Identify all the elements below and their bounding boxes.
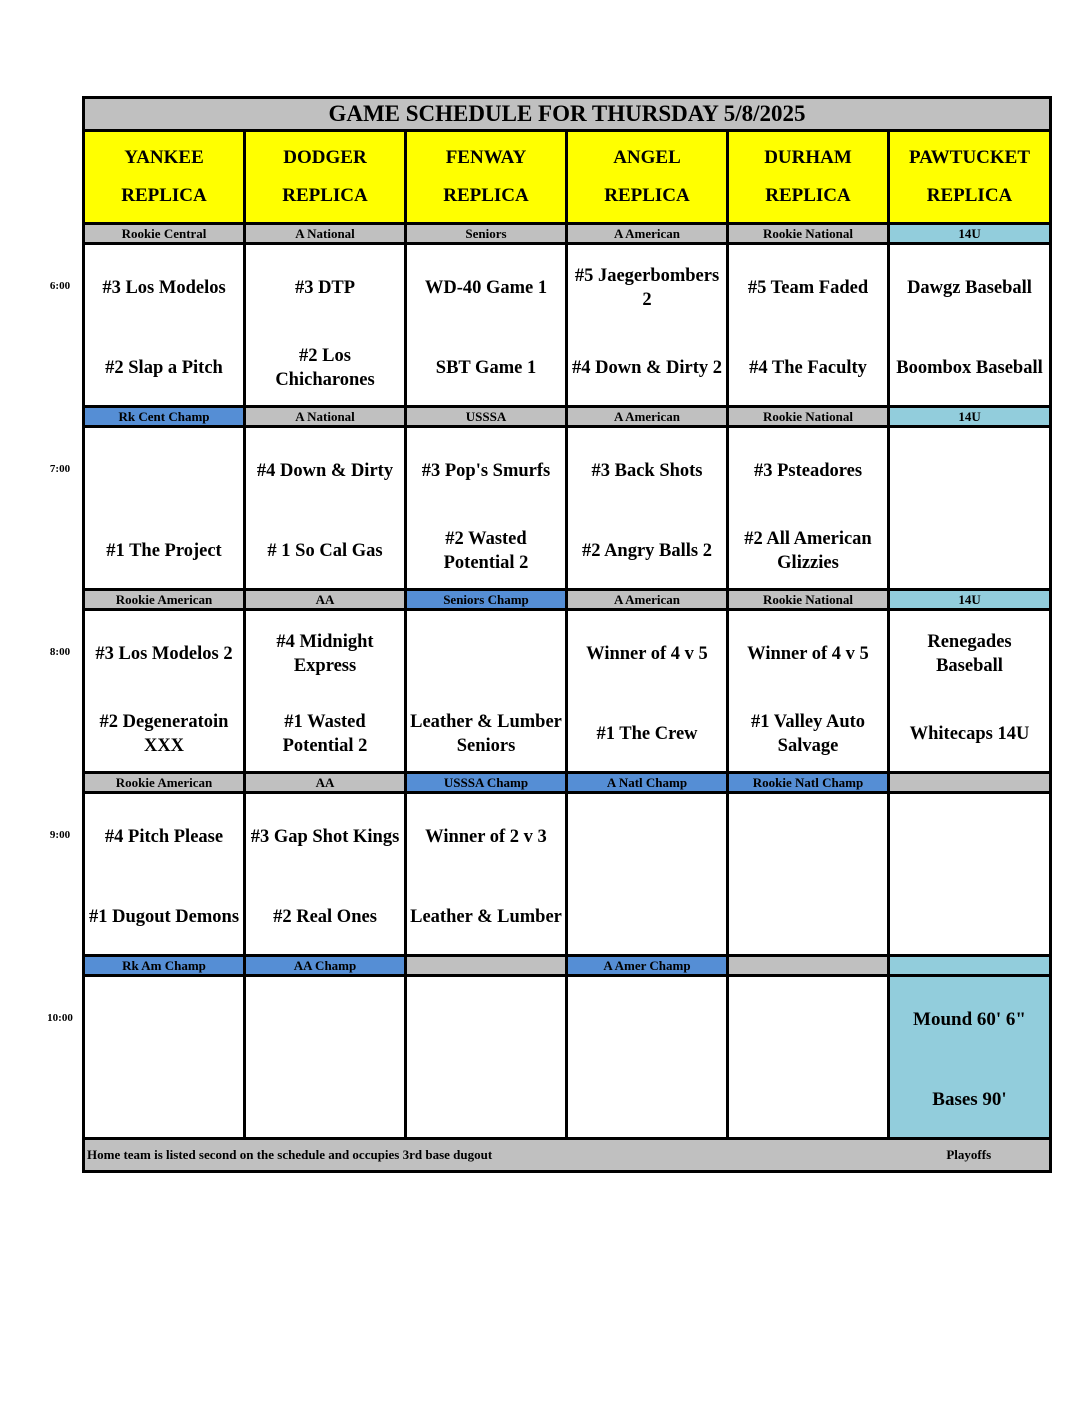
home-team: SBT Game 1 [435,357,537,378]
game-cell [245,244,406,407]
away-team: #4 Pitch Please [104,826,224,847]
venue-pawtucket [889,131,1051,224]
game-cell [84,244,245,407]
home-team: #1 The Crew [596,723,698,744]
division-label: Rookie National [728,590,889,610]
away-team: #4 Down & Dirty [256,460,394,481]
home-team: Leather & Lumber [410,906,562,927]
division-label: Rookie National [728,407,889,427]
game-cell [84,793,245,956]
game-cell [889,976,1051,1139]
away-team [407,611,565,696]
venue-sub: REPLICA [765,185,851,206]
away-team: #3 Los Modelos 2 [95,643,233,664]
home-team: Boombox Baseball [896,357,1043,378]
venue-sub: REPLICA [604,185,690,206]
venue-name: YANKEE [124,147,204,168]
home-team: #4 The Faculty [749,357,867,378]
division-label: 14U [889,407,1051,427]
division-label: AA [245,590,406,610]
division-row [84,224,1051,244]
game-cell [406,244,567,407]
away-team [729,977,887,1062]
division-label: Rk Cent Champ [84,407,245,427]
time-label: 6:00 [49,279,71,292]
game-cell [728,610,889,773]
away-team [568,977,726,1062]
away-team: #3 Psteadores [753,460,863,481]
away-team: #3 Back Shots [591,460,703,481]
division-label [728,956,889,976]
home-team: #2 Wasted Potential 2 [443,528,529,573]
away-team: #3 Los Modelos [102,277,226,298]
away-team [246,977,404,1062]
game-cell [406,976,567,1139]
game-row [84,244,1051,407]
game-cell [567,793,728,956]
home-team: #2 Angry Balls 2 [581,540,713,561]
home-team: #1 The Project [106,540,222,561]
division-label: Seniors Champ [406,590,567,610]
time-label: 10:00 [47,1011,73,1024]
venue-sub: REPLICA [443,185,529,206]
home-team: #1 Dugout Demons [88,906,240,927]
game-cell [567,427,728,590]
venue-fenway [406,131,567,224]
away-team [85,428,243,513]
away-team: Mound 60' 6" [913,1008,1026,1030]
game-cell [406,793,567,956]
venue-name: ANGEL [613,147,681,168]
game-row [84,427,1051,590]
division-label: A American [567,224,728,244]
game-cell [889,427,1051,590]
division-row [84,407,1051,427]
home-team: Whitecaps 14U [909,723,1030,744]
game-cell [889,610,1051,773]
game-cell [245,427,406,590]
playoffs-label: Playoffs [889,1139,1051,1172]
venue-name: DODGER [283,147,367,168]
division-label: USSSA Champ [406,773,567,793]
home-team: #1 Valley Auto Salvage [750,711,866,756]
home-team [729,1062,887,1137]
venue-durham [728,131,889,224]
footer-row [84,1139,1051,1172]
game-cell [728,427,889,590]
game-cell [406,427,567,590]
time-label: 8:00 [49,645,71,658]
home-team: Leather & Lumber Seniors [410,711,562,756]
game-cell [245,610,406,773]
game-cell [567,610,728,773]
venue-yankee [84,131,245,224]
home-team: #4 Down & Dirty 2 [571,357,723,378]
venue-angel [567,131,728,224]
division-label: A National [245,224,406,244]
home-team: #2 All American Glizzies [744,528,872,573]
game-cell [84,610,245,773]
home-team [890,879,1049,954]
home-team: #2 Degeneratoin XXX [99,711,229,756]
away-team: #3 Gap Shot Kings [250,826,400,847]
away-team: #5 Jaegerbombers 2 [574,265,720,310]
division-label: AA Champ [245,956,406,976]
home-team [568,1062,726,1137]
home-team: # 1 So Cal Gas [267,540,383,561]
division-label: Rookie American [84,773,245,793]
division-label: 14U [889,224,1051,244]
home-team [890,513,1049,588]
venue-name: FENWAY [445,147,527,168]
division-row [84,590,1051,610]
away-team [729,794,887,879]
home-team: #2 Los Chicharones [275,345,375,390]
division-label: Rookie National [728,224,889,244]
division-label: Rookie American [84,590,245,610]
game-cell [889,244,1051,407]
division-label: Seniors [406,224,567,244]
away-team: #5 Team Faded [747,277,869,298]
division-label: A American [567,407,728,427]
venue-sub: REPLICA [121,185,207,206]
venue-sub: REPLICA [926,185,1013,206]
time-label: 9:00 [49,828,71,841]
time-label: 7:00 [49,462,71,475]
home-team: #2 Slap a Pitch [105,357,223,378]
game-row [84,610,1051,773]
division-label: A Amer Champ [567,956,728,976]
venue-name: PAWTUCKET [908,147,1031,168]
division-label: 14U [889,590,1051,610]
game-cell [406,610,567,773]
division-label: Rk Am Champ [84,956,245,976]
division-label [406,956,567,976]
home-team [568,879,726,954]
division-label: Rookie Central [84,224,245,244]
game-cell [567,976,728,1139]
away-team [85,977,243,1062]
division-label: A Natl Champ [567,773,728,793]
venue-dodger [245,131,406,224]
game-cell [245,976,406,1139]
game-cell [84,976,245,1139]
game-cell [245,793,406,956]
home-team [729,879,887,954]
away-team: Winner of 2 v 3 [425,826,547,847]
game-row [84,793,1051,956]
division-row [84,956,1051,976]
venue-sub: REPLICA [282,185,368,206]
game-cell [567,244,728,407]
away-team: #4 Midnight Express [276,631,374,676]
division-label [889,773,1051,793]
game-cell [728,244,889,407]
away-team: #3 Pop's Smurfs [421,460,551,481]
home-team: #1 Wasted Potential 2 [282,711,368,756]
division-label: A American [567,590,728,610]
away-team [568,794,726,879]
away-team [407,977,565,1062]
division-label: USSSA [406,407,567,427]
home-team: #2 Real Ones [273,906,377,927]
away-team [890,428,1049,513]
division-label: A National [245,407,406,427]
game-cell [889,793,1051,956]
division-label [889,956,1051,976]
division-label: AA [245,773,406,793]
venue-header-row [84,131,1051,224]
home-team [246,1062,404,1137]
schedule-table [82,96,1052,1173]
home-team [407,1062,565,1137]
away-team: Renegades Baseball [927,631,1012,676]
game-cell [728,793,889,956]
away-team [890,794,1049,879]
division-row [84,773,1051,793]
away-team: Dawgz Baseball [907,277,1032,298]
footer-note: Home team is listed second on the schedule and occupies 3rd base dugout [84,1139,889,1172]
game-cell [728,976,889,1139]
game-row [84,976,1051,1139]
division-label: Rookie Natl Champ [728,773,889,793]
venue-name: DURHAM [764,147,852,168]
game-cell [84,427,245,590]
home-team: Bases 90' [932,1088,1007,1110]
away-team: WD-40 Game 1 [424,277,548,298]
title-row [84,98,1051,131]
away-team: #3 DTP [294,277,356,298]
schedule-title: GAME SCHEDULE FOR THURSDAY 5/8/2025 [84,98,1051,131]
away-team: Winner of 4 v 5 [586,643,708,664]
home-team [85,1062,243,1137]
away-team: Winner of 4 v 5 [747,643,869,664]
